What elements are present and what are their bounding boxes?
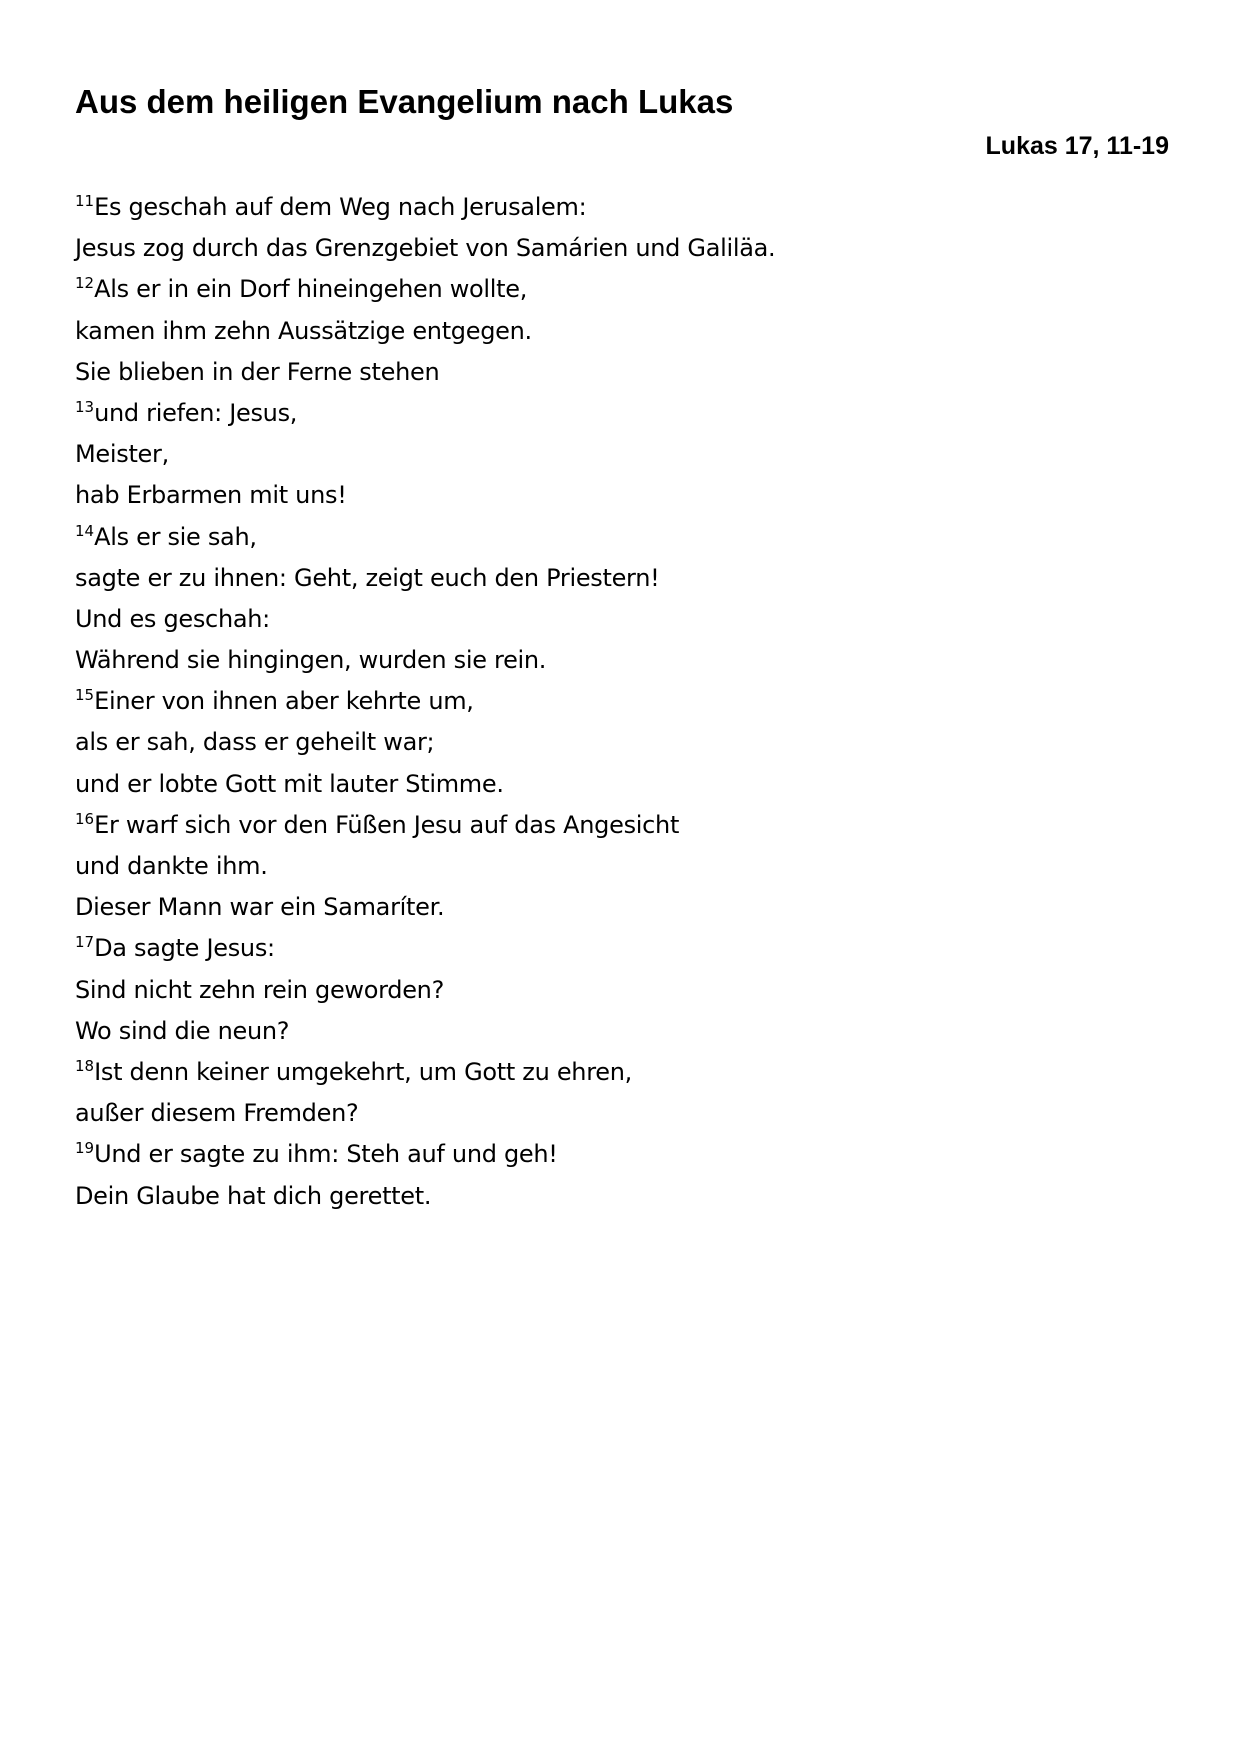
text-line — [75, 1093, 1165, 1134]
verse-text: Und es geschah: — [75, 604, 270, 633]
text-line — [75, 887, 1165, 928]
text-line — [75, 269, 1165, 310]
verse-number: 18 — [75, 1056, 95, 1075]
verse-number: 16 — [75, 809, 95, 828]
verse-text: Einer von ihnen aber kehrte um, — [94, 687, 474, 716]
text-line — [75, 681, 1165, 722]
verse-number: 15 — [75, 686, 95, 705]
text-line — [75, 1176, 1165, 1217]
verse-text: Ist denn keiner umgekehrt, um Gott zu ehren, — [94, 1057, 632, 1086]
verse-text: und dankte ihm. — [75, 852, 268, 880]
verse-text: Dein Glaube hat dich gerettet. — [75, 1181, 432, 1210]
text-line — [75, 311, 1165, 352]
text-line — [75, 517, 1165, 558]
verse-text: Während sie hingingen, wurden sie rein. — [75, 646, 547, 675]
verse-text: Sind nicht zehn rein geworden? — [75, 975, 445, 1004]
verse-text: Dieser Mann war ein Samaríter. — [75, 893, 445, 922]
text-line — [75, 228, 1165, 269]
verse-text: Meister, — [75, 440, 169, 469]
verse-text: als er sah, dass er geheilt war; — [75, 728, 435, 757]
verse-text: Da sagte Jesus: — [94, 934, 275, 963]
text-line — [75, 1052, 1165, 1093]
scripture-text — [75, 187, 1165, 1217]
text-line — [75, 764, 1165, 805]
verse-number: 12 — [75, 274, 95, 293]
text-line — [75, 640, 1165, 681]
verse-text: Wo sind die neun? — [75, 1016, 290, 1045]
text-line — [75, 805, 1165, 846]
verse-text: sagte er zu ihnen: Geht, zeigt euch den Priestern! — [75, 563, 660, 592]
verse-text: Und er sagte zu ihm: Steh auf und geh! — [94, 1140, 558, 1169]
text-line — [75, 722, 1165, 763]
verse-text: Als er sie sah, — [94, 522, 257, 551]
verse-number: 17 — [75, 933, 95, 952]
text-line — [75, 393, 1165, 434]
verse-text: Als er in ein Dorf hineingehen wollte, — [94, 275, 528, 304]
verse-text: kamen ihm zehn Aussätzige entgegen. — [75, 316, 532, 345]
text-line — [75, 1011, 1165, 1052]
text-line — [75, 475, 1165, 516]
text-line — [75, 434, 1165, 475]
page-title: Aus dem heiligen Evangelium nach Lukas — [75, 83, 734, 120]
verse-text: Es geschah auf dem Weg nach Jerusalem: — [94, 193, 587, 221]
verse-text: hab Erbarmen mit uns! — [75, 481, 347, 510]
verse-number: 14 — [75, 521, 95, 540]
text-line — [75, 187, 1165, 228]
verse-text: Sie blieben in der Ferne stehen — [75, 357, 440, 386]
text-line — [75, 928, 1165, 969]
verse-text: Er warf sich vor den Füßen Jesu auf das Angesicht — [94, 810, 680, 839]
text-line — [75, 352, 1165, 393]
verse-text: außer diesem Fremden? — [75, 1099, 359, 1128]
verse-number: 13 — [75, 397, 95, 416]
verse-number: 11 — [75, 192, 95, 210]
scripture-reference: Lukas 17, 11-19 — [985, 132, 1169, 160]
verse-text: und er lobte Gott mit lauter Stimme. — [75, 769, 504, 798]
text-line — [75, 558, 1165, 599]
verse-text: Jesus zog durch das Grenzgebiet von Samárien und Galiläa. — [75, 234, 776, 263]
verse-number: 19 — [75, 1139, 95, 1158]
verse-text: und riefen: Jesus, — [94, 398, 298, 427]
text-line — [75, 599, 1165, 640]
text-line — [75, 970, 1165, 1011]
text-line — [75, 846, 1165, 887]
text-line — [75, 1134, 1165, 1175]
